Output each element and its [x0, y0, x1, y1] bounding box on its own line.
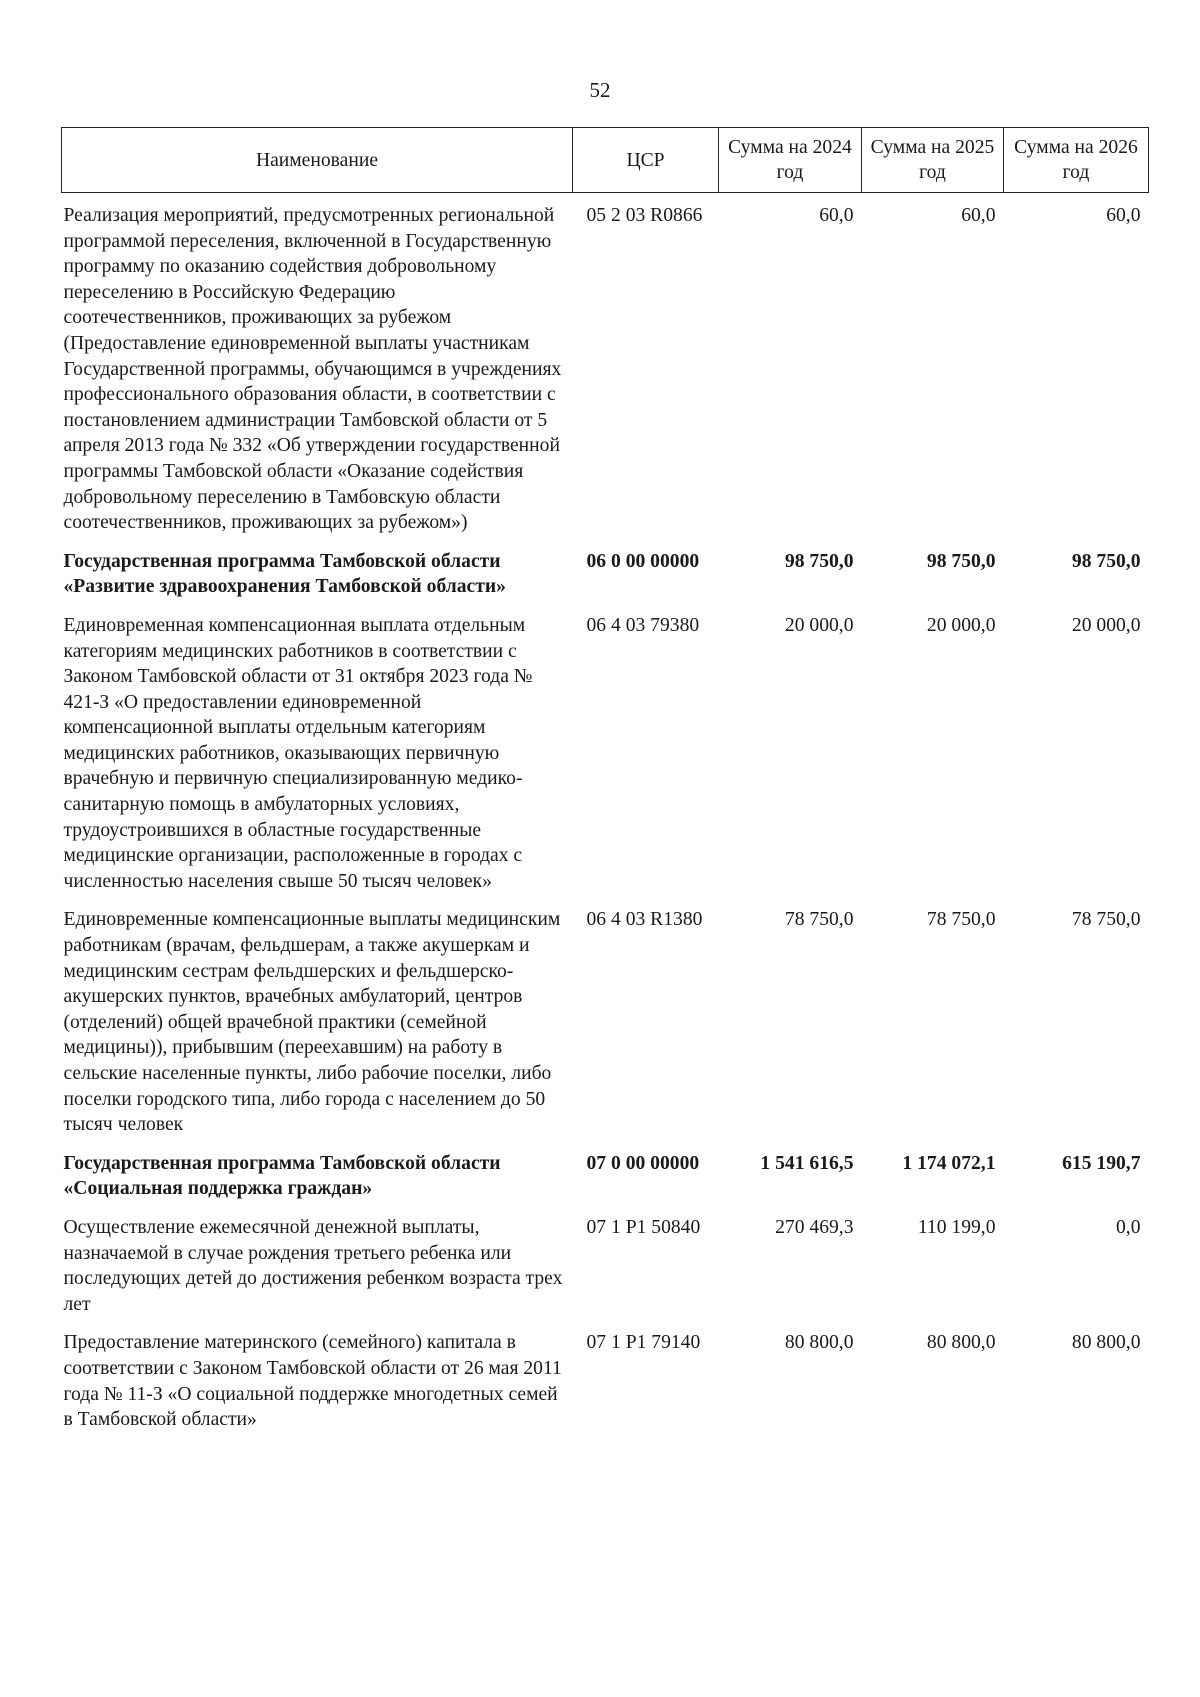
table-row [62, 193, 1149, 541]
table-row [62, 605, 1149, 900]
row-name: Реализация мероприятий, предусмотренных региональной программой переселения, включенной в Государственную программу по оказанию содействия добровольному переселению в Российскую Федерацию соотечественников, проживающих за рубежом (Предоставление единовременной выплаты участникам Государственной программы, обучающимся в учреждениях профессионального образования области, в соответствии с постановлением администрации Тамбовской области от 5 апреля 2013 года № 332 «Об утверждении государственной программы Тамбовской области «Оказание содействия добровольному переселению в Тамбовскую области соотечественников, проживающих за рубежом») [63, 205, 562, 534]
row-sum-2025: 1 174 072,1 [902, 1152, 996, 1174]
row-name: Государственная программа Тамбовской области «Развитие здравоохранения Тамбовской области» [63, 550, 506, 598]
row-sum-2025: 78 750,0 [926, 909, 996, 931]
row-sum-2025: 110 199,0 [917, 1216, 996, 1238]
header-sum-2026: Сумма на 2026 год [1004, 128, 1149, 193]
row-sum-2025: 80 800,0 [926, 1332, 996, 1354]
header-name: Наименование [62, 128, 573, 193]
row-code: 05 2 03 R0866 [586, 205, 703, 226]
row-code: 07 0 00 00000 [586, 1152, 700, 1174]
row-sum-2024: 1 541 616,5 [760, 1152, 854, 1174]
row-name: Государственная программа Тамбовской области «Социальная поддержка граждан» [63, 1152, 501, 1200]
table-row [62, 1207, 1149, 1322]
row-sum-2026: 98 750,0 [1071, 550, 1141, 572]
budget-table [61, 127, 1149, 1438]
table-header-row [62, 128, 1149, 193]
row-sum-2024: 60,0 [819, 205, 854, 226]
row-sum-2024: 80 800,0 [784, 1332, 854, 1354]
row-sum-2026: 0,0 [1116, 1216, 1141, 1238]
page-number: 52 [589, 78, 611, 102]
row-code: 07 1 P1 50840 [586, 1216, 701, 1238]
row-name: Единовременные компенсационные выплаты медицинским работникам (врачам, фельдшерам, а также акушеркам и медицинским сестрам фельдшерских и фельдшерско-акушерских пунктов, врачебных амбулаторий, центров (отделений) общей врачебной практики (семейной медицины)), прибывшим (переехавшим) на работу в сельские населенные пункты, либо рабочие поселки, либо поселки городского типа, либо города с населением до 50 тысяч человек [63, 909, 561, 1136]
row-name: Предоставление материнского (семейного) капитала в соответствии с Законом Тамбовской области от 26 мая 2011 года № 11-З «О социальной поддержке многодетных семей в Тамбовской области» [63, 1332, 562, 1431]
row-sum-2026: 80 800,0 [1071, 1332, 1141, 1354]
row-name: Осуществление ежемесячной денежной выплаты, назначаемой в случае рождения третьего ребенка или последующих детей до достижения ребенком возраста трех лет [63, 1216, 563, 1315]
table-row [62, 899, 1149, 1142]
table-row [62, 1322, 1149, 1437]
row-sum-2024: 20 000,0 [784, 614, 854, 636]
row-sum-2025: 20 000,0 [926, 614, 996, 636]
row-sum-2024: 270 469,3 [775, 1216, 854, 1238]
row-sum-2026: 20 000,0 [1071, 614, 1141, 636]
row-name: Единовременная компенсационная выплата отдельным категориям медицинских работников в соответствии с Законом Тамбовской области от 31 октября 2023 года № 421-З «О предоставлении единовременной компенсационной выплаты отдельным категориям медицинских работников, оказывающих первичную врачебную и первичную специализированную медико-санитарную помощь в амбулаторных условиях, трудоустроившихся в областные государственные медицинские организации, расположенные в городах с численностью населения свыше 50 тысяч человек» [63, 614, 533, 892]
header-sum-2025: Сумма на 2025 год [862, 128, 1004, 193]
row-sum-2024: 78 750,0 [784, 909, 854, 931]
table-row-program [62, 1143, 1149, 1207]
row-sum-2026: 60,0 [1106, 205, 1141, 226]
header-sum-2024: Сумма на 2024 год [719, 128, 862, 193]
table-row-program [62, 541, 1149, 605]
row-sum-2024: 98 750,0 [784, 550, 854, 572]
row-sum-2026: 78 750,0 [1071, 909, 1141, 931]
row-sum-2025: 60,0 [961, 205, 996, 226]
row-code: 06 4 03 79380 [586, 614, 700, 636]
row-code: 06 0 00 00000 [586, 550, 700, 572]
row-code: 06 4 03 R1380 [586, 909, 703, 931]
row-sum-2025: 98 750,0 [926, 550, 996, 572]
row-sum-2026: 615 190,7 [1062, 1152, 1141, 1174]
row-code: 07 1 P1 79140 [586, 1332, 701, 1354]
header-code: ЦСР [573, 128, 719, 193]
